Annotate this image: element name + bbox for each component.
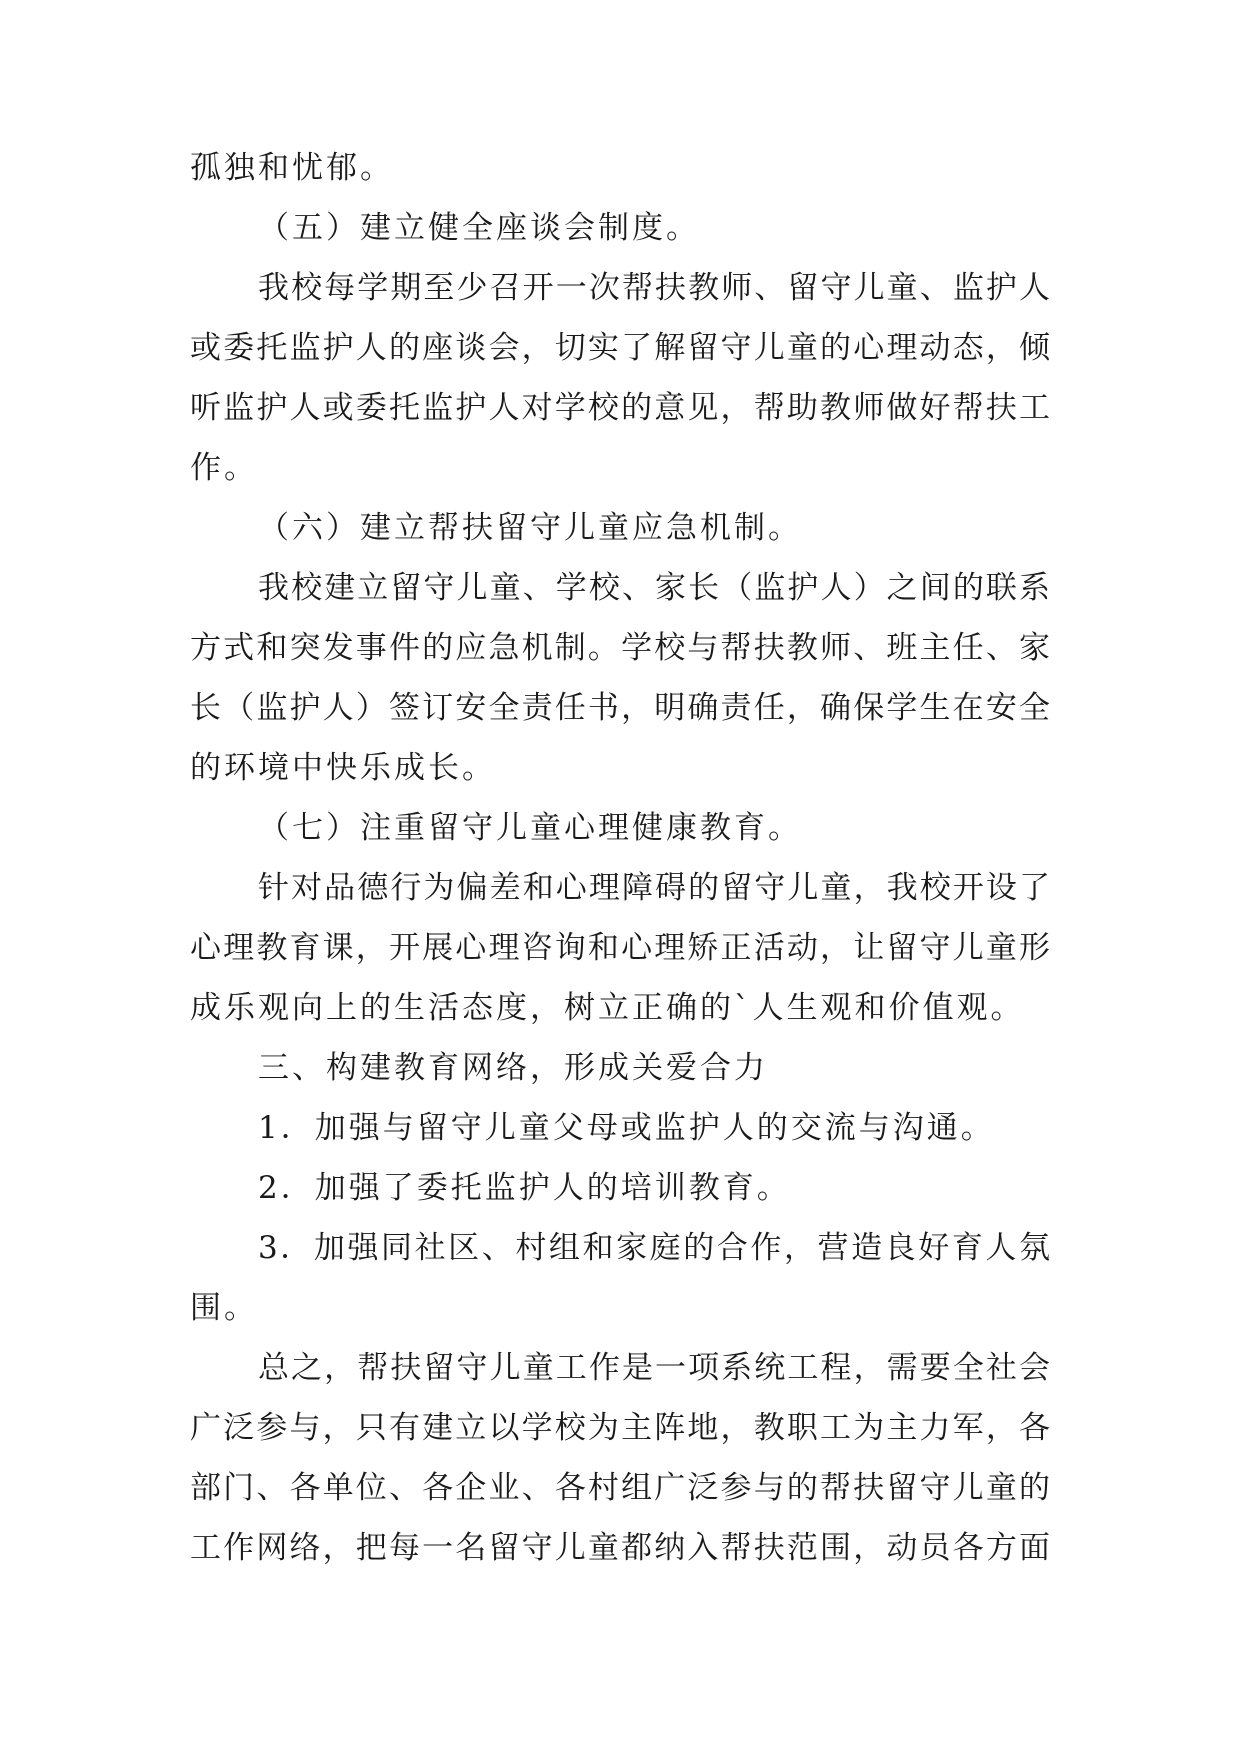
text-line: 总之，帮扶留守儿童工作是一项系统工程，需要全社会 (258, 1350, 1050, 1386)
text-line: 孤独和忧郁。 (190, 150, 394, 186)
text-line: 工作网络，把每一名留守儿童都纳入帮扶范围，动员各方面 (190, 1530, 1050, 1566)
text-line: 或委托监护人的座谈会，切实了解留守儿童的心理动态，倾 (190, 330, 1050, 366)
text-line: 成乐观向上的生活态度，树立正确的`人生观和价值观。 (190, 990, 1025, 1026)
text-line: 部门、各单位、各企业、各村组广泛参与的帮扶留守儿童的 (190, 1470, 1050, 1506)
text-line: 广泛参与，只有建立以学校为主阵地，教职工为主力军，各 (190, 1410, 1050, 1446)
text-line: 方式和突发事件的应急机制。学校与帮扶教师、班主任、家 (190, 630, 1050, 666)
text-line: 我校每学期至少召开一次帮扶教师、留守儿童、监护人 (258, 270, 1050, 306)
section-heading: 三、构建教育网络，形成关爱合力 (258, 1050, 768, 1086)
section-heading: （七）注重留守儿童心理健康教育。 (258, 810, 802, 846)
text-line: 的环境中快乐成长。 (190, 750, 496, 786)
text-line: 围。 (190, 1290, 258, 1326)
list-item: 1．加强与留守儿童父母或监护人的交流与沟通。 (258, 1110, 995, 1146)
text-line: 听监护人或委托监护人对学校的意见，帮助教师做好帮扶工 (190, 390, 1050, 426)
text-line: 心理教育课，开展心理咨询和心理矫正活动，让留守儿童形 (190, 930, 1050, 966)
text-line: 我校建立留守儿童、学校、家长（监护人）之间的联系 (258, 570, 1050, 606)
list-item: 2．加强了委托监护人的培训教育。 (258, 1170, 791, 1206)
section-heading: （五）建立健全座谈会制度。 (258, 210, 700, 246)
section-heading: （六）建立帮扶留守儿童应急机制。 (258, 510, 802, 546)
text-line: 长（监护人）签订安全责任书，明确责任，确保学生在安全 (190, 690, 1050, 726)
text-line: 针对品德行为偏差和心理障碍的留守儿童，我校开设了 (258, 870, 1050, 906)
list-item: 3．加强同社区、村组和家庭的合作，营造良好育人氛 (258, 1230, 1050, 1266)
text-line: 作。 (190, 450, 258, 486)
